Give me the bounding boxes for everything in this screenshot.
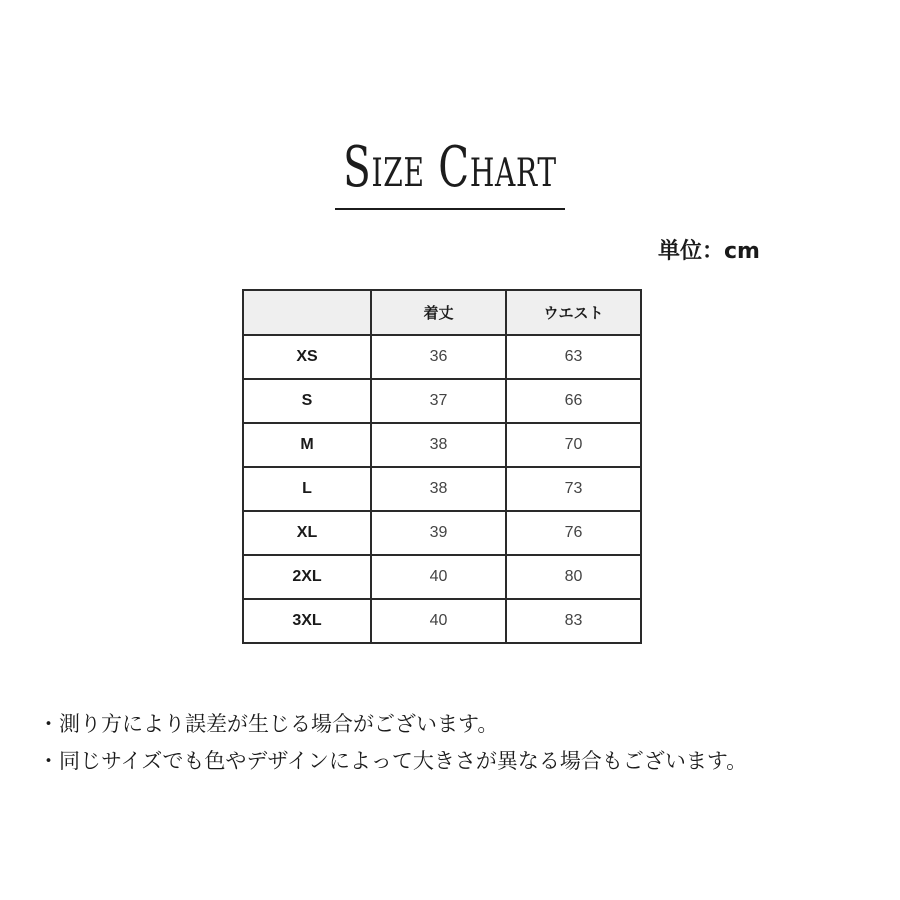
note-size-variation: ・同じサイズでも色やデザインによって大きさが異なる場合もございます。 — [38, 749, 748, 773]
waist-cell: 70 — [506, 423, 641, 467]
table-row — [243, 511, 641, 555]
table-row — [243, 335, 641, 379]
size-cell: M — [243, 423, 371, 467]
notes — [38, 706, 888, 780]
length-cell: 40 — [371, 555, 506, 599]
header-cell-length: 着丈 — [371, 290, 506, 335]
table-row — [243, 423, 641, 467]
waist-cell: 66 — [506, 379, 641, 423]
length-cell: 36 — [371, 335, 506, 379]
length-cell: 37 — [371, 379, 506, 423]
table-header-row — [243, 290, 641, 335]
header-cell-size — [243, 290, 371, 335]
title-underline — [335, 208, 565, 210]
table-row — [243, 379, 641, 423]
size-cell: 3XL — [243, 599, 371, 643]
waist-cell: 76 — [506, 511, 641, 555]
size-table — [242, 289, 642, 644]
size-cell: 2XL — [243, 555, 371, 599]
table-row — [243, 555, 641, 599]
waist-cell: 80 — [506, 555, 641, 599]
length-cell: 39 — [371, 511, 506, 555]
unit-label: 単位：cm — [658, 239, 760, 264]
waist-cell: 63 — [506, 335, 641, 379]
waist-cell: 73 — [506, 467, 641, 511]
length-cell: 38 — [371, 423, 506, 467]
length-cell: 40 — [371, 599, 506, 643]
size-cell: XS — [243, 335, 371, 379]
length-cell: 38 — [371, 467, 506, 511]
header-cell-waist: ウエスト — [506, 290, 641, 335]
size-cell: XL — [243, 511, 371, 555]
waist-cell: 83 — [506, 599, 641, 643]
table-row — [243, 599, 641, 643]
table-row — [243, 467, 641, 511]
size-cell: S — [243, 379, 371, 423]
note-measurement-error: ・測り方により誤差が生じる場合がございます。 — [38, 712, 499, 736]
size-cell: L — [243, 467, 371, 511]
page-title: Size Chart — [343, 135, 557, 200]
